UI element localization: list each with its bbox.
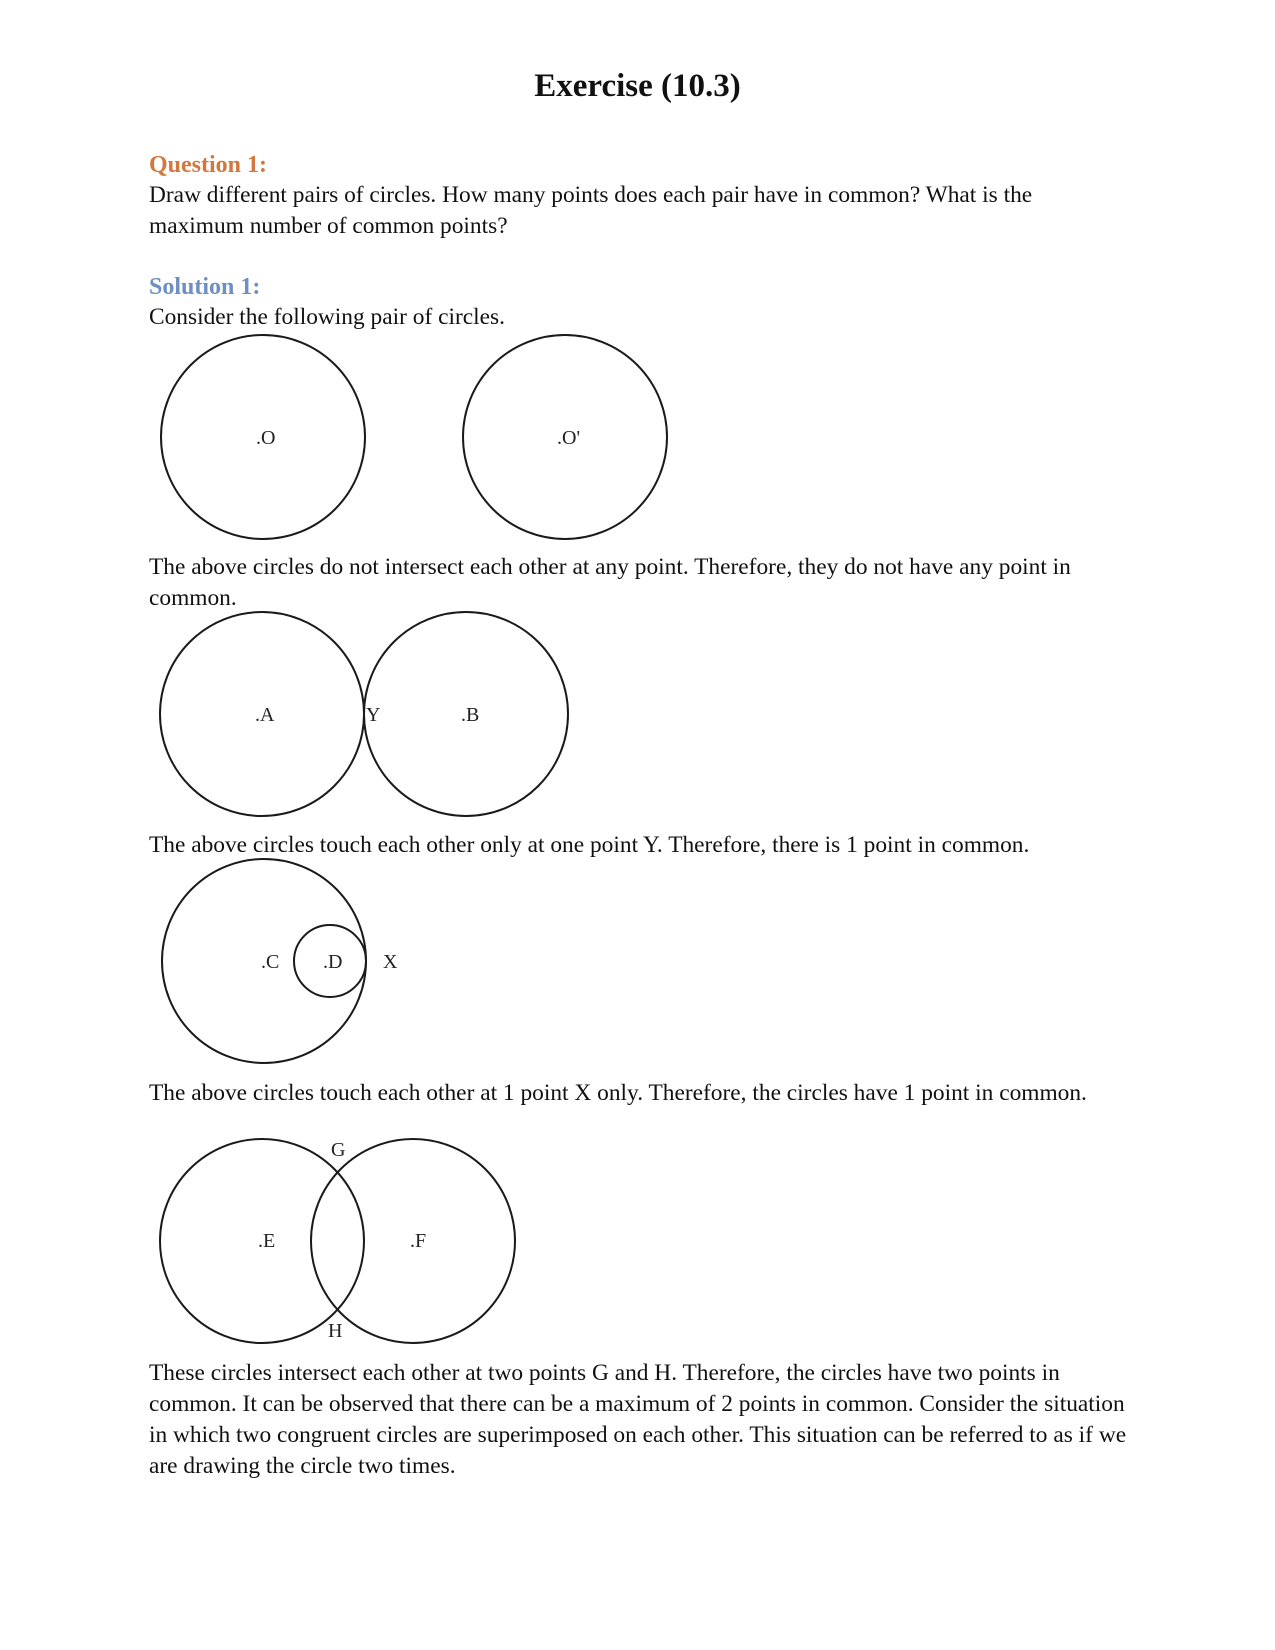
label-o: .O — [256, 427, 276, 449]
label-e: .E — [258, 1230, 276, 1252]
label-a: .A — [255, 704, 275, 726]
figure-external-svg — [0, 610, 720, 820]
figure-intersecting-circles — [0, 1134, 720, 1349]
question-heading: Question 1: — [149, 152, 268, 178]
figure-intersecting-svg — [0, 1134, 720, 1349]
label-o-prime: .O' — [557, 427, 581, 449]
solution-intro: Consider the following pair of circles. — [149, 304, 505, 330]
caption-disjoint: The above circles do not intersect each other at any point. Therefore, they do not have any point in common. — [149, 554, 1071, 611]
figure-internal-svg — [0, 858, 720, 1068]
solution-heading: Solution 1: — [149, 274, 261, 300]
label-y: Y — [366, 704, 381, 726]
figure-internal-tangent — [0, 858, 720, 1068]
label-c: .C — [261, 951, 280, 973]
question-text: Draw different pairs of circles. How many points does each pair have in common? What is the maximum number of common points? — [149, 182, 1033, 239]
caption-external-tangent: The above circles touch each other only at one point Y. Therefore, there is 1 point in common. — [149, 832, 1030, 858]
caption-internal-tangent: The above circles touch each other at 1 point X only. Therefore, the circles have 1 point in common. — [149, 1080, 1087, 1106]
figure-external-tangent — [0, 610, 720, 820]
page-title: Exercise (10.3) — [534, 68, 741, 104]
label-d: .D — [323, 951, 343, 973]
figure-disjoint-svg — [0, 330, 720, 545]
label-f: .F — [410, 1230, 427, 1252]
caption-intersecting: These circles intersect each other at two points G and H. Therefore, the circles have two points in common. It can be observed that there can be a maximum of 2 points in common. Consider the situation in which two congruent circles are superimposed on each other. This situation can be referred to as if we are drawing the circle two times. — [149, 1360, 1127, 1479]
label-g: G — [331, 1139, 346, 1161]
figure-disjoint-circles — [0, 330, 720, 545]
label-x: X — [383, 951, 398, 973]
label-h: H — [328, 1320, 343, 1342]
label-b: .B — [461, 704, 480, 726]
